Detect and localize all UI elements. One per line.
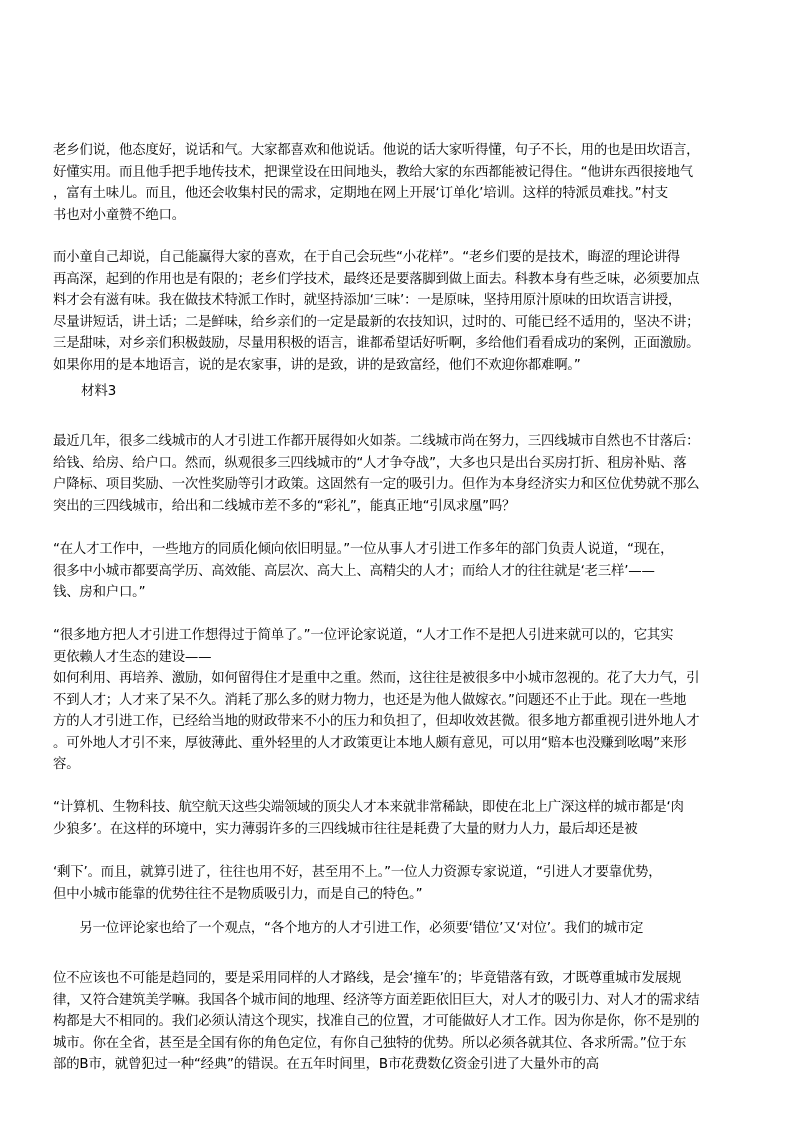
text-line: 位不应该也不可能是趋同的，要是采用同样的人才路线，是会‘撞车’的；毕竟错落有致，才既尊重城市发展规: [53, 971, 682, 986]
paragraph-3: [53, 431, 743, 517]
text-line: 很多中小城市都要高学历、高效能、高层次、高大上、高精尖的人才；而给人才的往往就是‘老三样’——: [53, 563, 655, 579]
text-line: “在人才工作中，一些地方的同质化倾向依旧明显。”一位从事人才引进工作多年的部门负责人说道，“现在，: [53, 542, 674, 557]
text-line: 少狼多’。在这样的环境中，实力薄弱许多的三四线城市往往是耗费了大量的财力人力，最后却还是被: [53, 821, 638, 837]
text-line: 不到人才；人才来了呆不久。消耗了那么多的财力物力，也还是为他人做嫁衣。”问题还不止于此。现在一些地: [53, 692, 687, 708]
text-line: 而小童自己却说，自己能赢得大家的喜欢，在于自己会玩些“小花样”。“老乡们要的是技术，晦涩的理论讲得: [53, 250, 680, 265]
text-line: 户降标、项目奖励、一次性奖励等引才政策。这固然有一定的吸引力。但作为本身经济实力和区位优势就不那么: [53, 477, 700, 492]
text-line: 最近几年，很多二线城市的人才引进工作都开展得如火如荼。二线城市尚在努力，三四线城市自然也不甘落后：: [53, 434, 700, 449]
text-line: 如何利用、再培养、激励，如何留得住才是重中之重。然而，这往往是被很多中小城市忽视的。花了大力气，引: [53, 671, 700, 686]
paragraph-9: [53, 968, 743, 1076]
text-line: ，富有土味儿。而且，他还会收集村民的需求，定期地在网上开展‘订单化’培训。这样的特派员难找。”村支: [53, 186, 668, 201]
paragraph-5: [53, 625, 743, 776]
paragraph-2: [53, 247, 743, 376]
text-line: 律，又符合建筑美学嘛。我国各个城市间的地理、经济等方面差距依旧巨大，对人才的吸引力、对人才的需求结: [53, 992, 700, 1008]
text-line: ‘剩下’。而且，就算引进了，往往也用不好，甚至用不上。”一位人力资源专家说道，“引进人才要靠优势，: [53, 865, 662, 880]
text-line: 再高深，起到的作用也是有限的；老乡们学技术，最终还是要落脚到做上面去。科教本身有些乏味，必须要加点: [53, 271, 700, 287]
text-line: 给钱、给房、给户口。然而，纵观很多三四线城市的“人才争夺战”，大多也只是出台买房打折、租房补贴、落: [53, 455, 687, 471]
text-line: 突出的三四线城市，给出和二线城市差不多的“彩礼”，能真正地“引凤求凰”吗？: [53, 498, 516, 514]
text-line: 另一位评论家也给了一个观点，“各个地方的人才引进工作，必须要‘错位’又‘对位’。我们的城市定: [53, 921, 644, 936]
paragraph-6: [53, 797, 743, 840]
paragraph-1: [53, 140, 743, 226]
text-line: 城市。你在全省，甚至是全国有你的角色定位，有你自己独特的优势。所以必须各就其位、各求所需。”位于东: [53, 1035, 687, 1051]
text-line: 方的人才引进工作，已经给当地的财政带来不小的压力和负担了，但却收效甚微。很多地方都重视引进外地人才: [53, 714, 700, 729]
text-line: 三是甜味，对乡亲们积极鼓励，尽量用积极的语言，谁都希望话好听啊，多给他们看看成功的案例，正面激励。: [53, 336, 700, 351]
paragraph-8: [53, 918, 743, 940]
text-line: 更依赖人才生态的建设——: [53, 649, 212, 665]
paragraph-7: [53, 862, 743, 905]
text-line: 料才会有滋有味。我在做技术特派工作时，就坚持添加‘三味’：一是原味，坚持用原汁原味的田坎语言讲授，: [53, 293, 682, 308]
text-line: 老乡们说，他态度好，说话和气。大家都喜欢和他说话。他说的话大家听得懂，句子不长，用的也是田坎语言，: [53, 143, 700, 158]
text-line: 好懂实用。而且他手把手地传技术，把课堂设在田间地头，教给大家的东西都能被记得住。“他讲东西很接地气: [53, 164, 693, 180]
paragraph-4: [53, 539, 743, 604]
text-line: 钱、房和户口。”: [53, 585, 146, 600]
text-line: 如果你用的是本地语言，说的是农家事，讲的是致，讲的是致富经，他们不欢迎你都难啊。”: [53, 357, 581, 373]
document-page: [53, 0, 743, 1123]
heading-text: 材料3: [81, 384, 117, 399]
text-line: 。可外地人才引不来，厚彼薄此、重外轻里的人才政策更让本地人颇有意见，可以用“赔本也没赚到吆喝”来形: [53, 735, 687, 751]
section-heading: [81, 381, 116, 403]
text-line: 书也对小童赞不绝口。: [53, 207, 185, 223]
text-line: 部的B市，就曾犯过一种“经典”的错误。在五年时间里，B市花费数亿资金引进了大量外市的高: [53, 1057, 599, 1072]
text-line: 尽量讲短话，讲土话；二是鲜味，给乡亲们的一定是最新的农技知识，过时的、可能已经不适用的，坚决不讲；: [53, 314, 700, 330]
text-line: “计算机、生物科技、航空航天这些尖端领域的顶尖人才本来就非常稀缺，即使在北上广深这样的城市都是‘肉: [53, 800, 684, 815]
text-line: 但中小城市能靠的优势往往不是物质吸引力，而是自己的特色。”: [53, 886, 423, 902]
text-line: 构都是大不相同的。我们必须认清这个现实，找准自己的位置，才可能做好人才工作。因为你是你，你不是别的: [53, 1014, 700, 1029]
text-line: “很多地方把人才引进工作想得过于简单了。”一位评论家说道，“人才工作不是把人引进来就可以的，它其实: [53, 628, 674, 643]
text-line: 容。: [53, 757, 80, 772]
